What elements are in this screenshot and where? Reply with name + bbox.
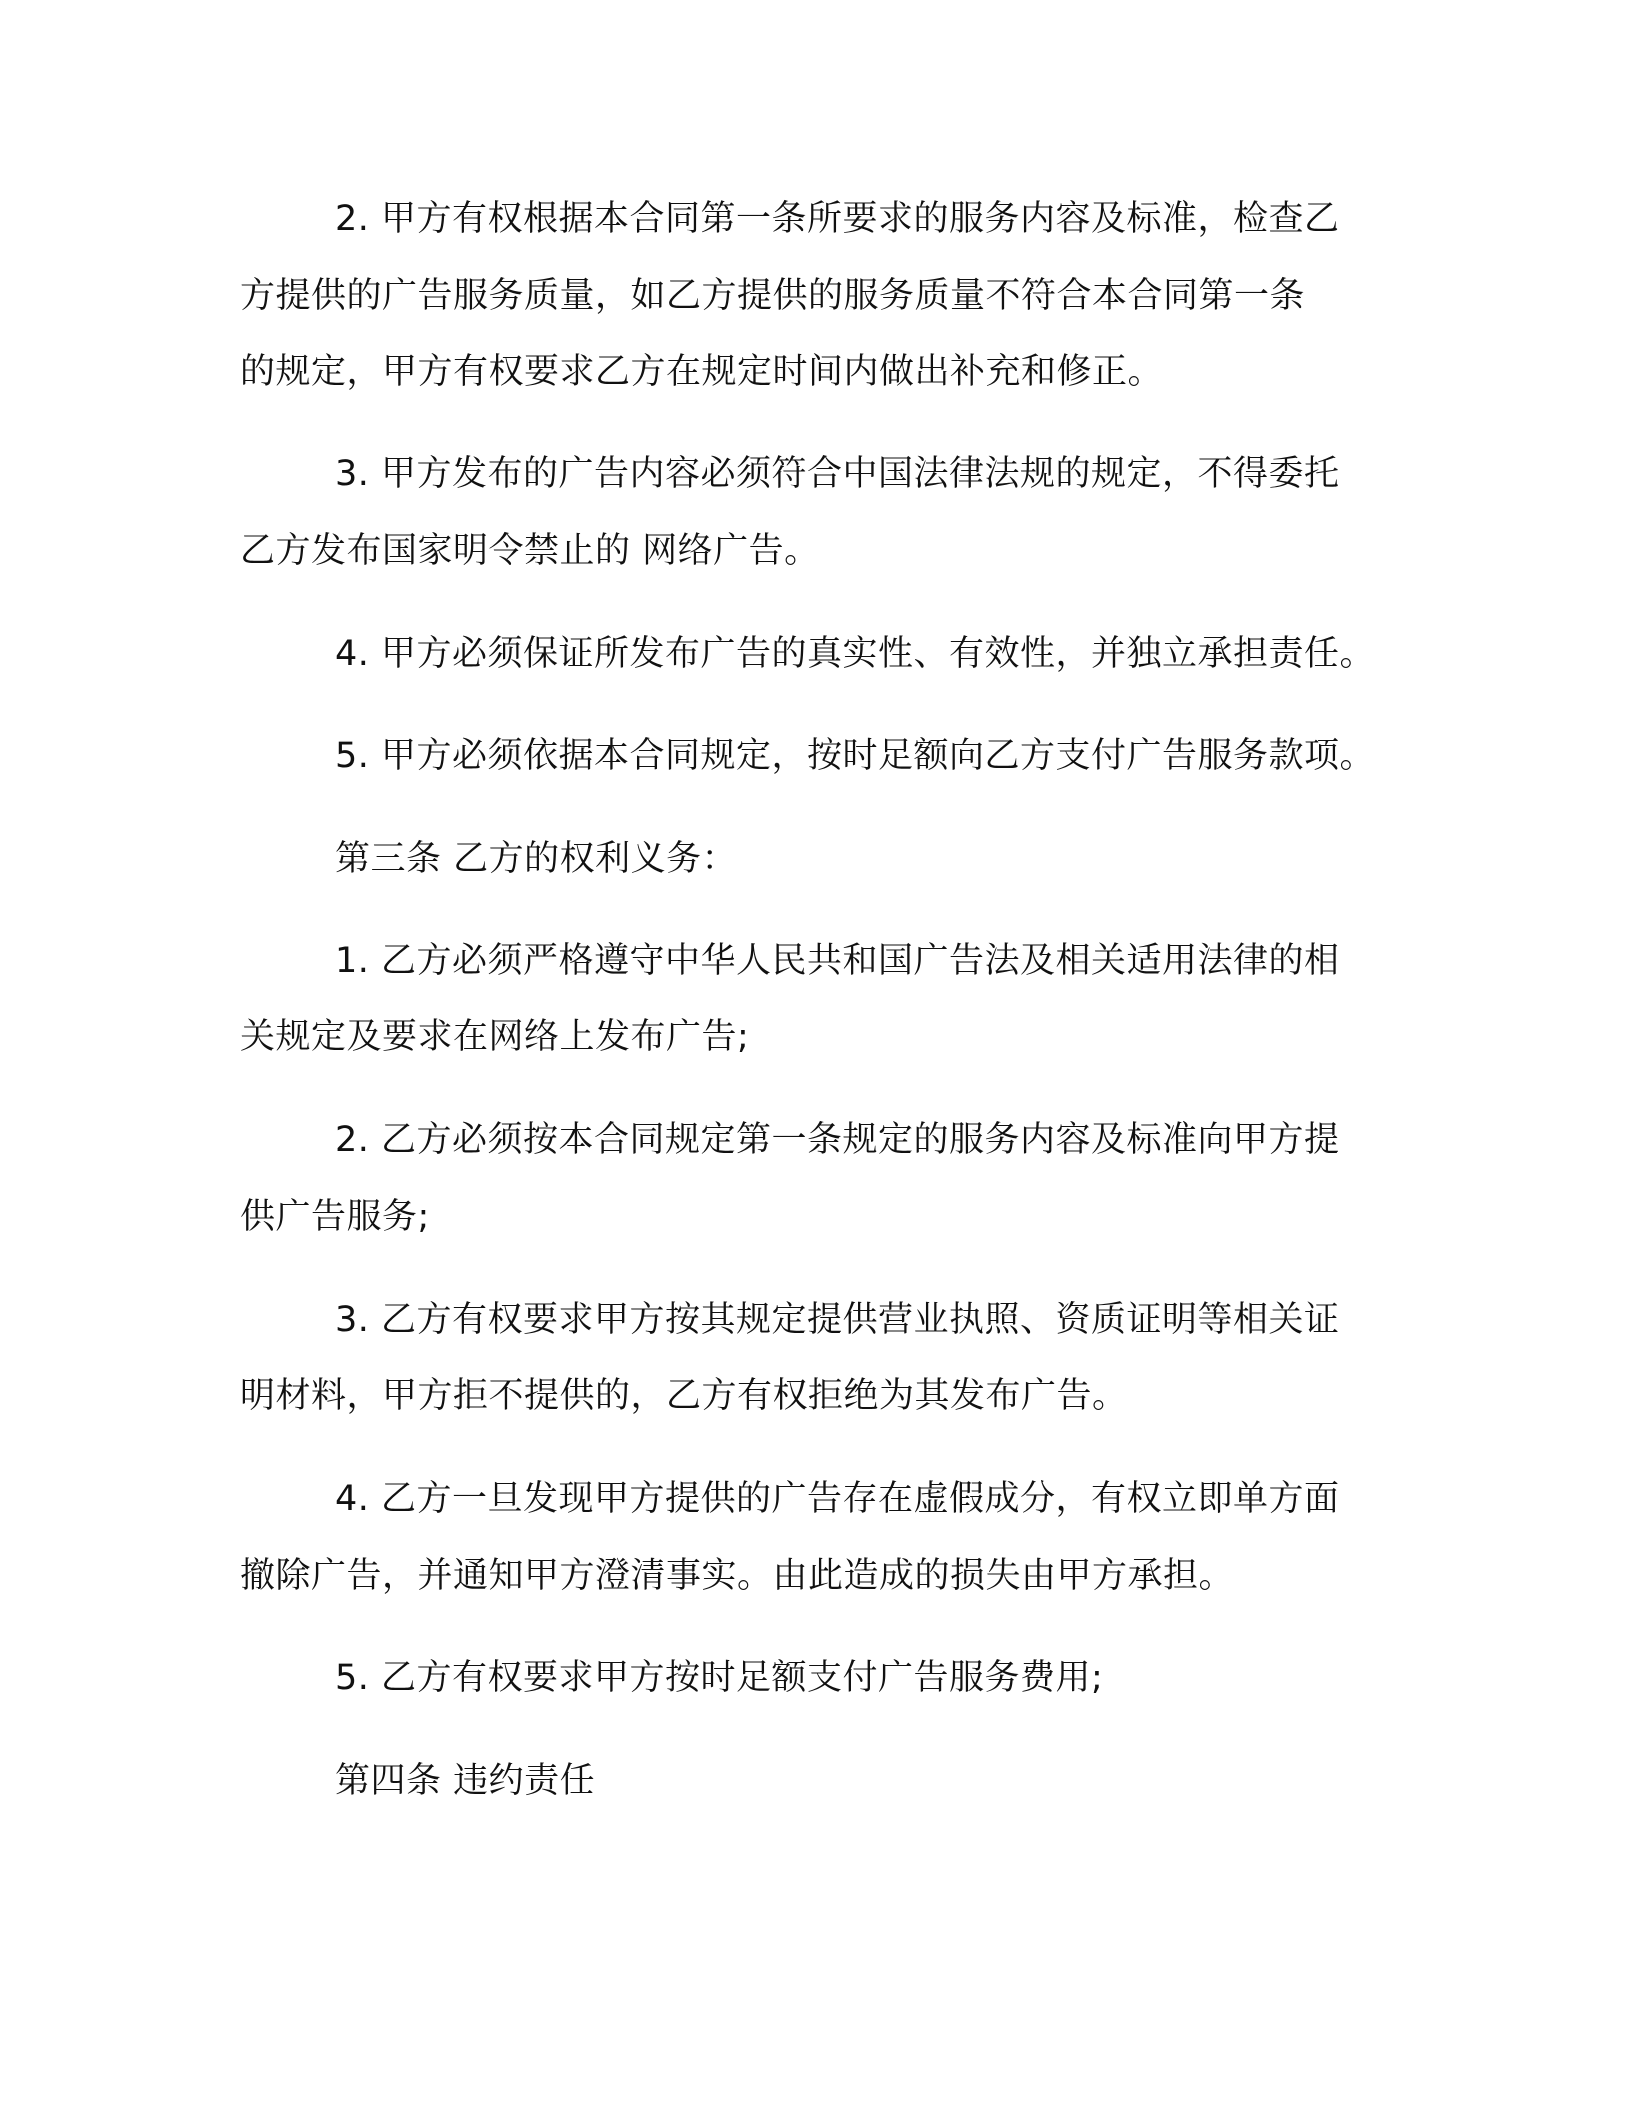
clause-3-4-line-1: 4. 乙方一旦发现甲方提供的广告存在虚假成分，有权立即单方面	[335, 1479, 1340, 1519]
clause-2-2-line-2: 方提供的广告服务质量，如乙方提供的服务质量不符合本合同第一条	[240, 276, 1306, 316]
clause-3-3-line-2: 明材料，甲方拒不提供的，乙方有权拒绝为其发布广告。	[240, 1376, 1128, 1416]
clause-3-2-line-2: 供广告服务;	[240, 1197, 430, 1237]
clause-2-5-line-1: 5. 甲方必须依据本合同规定，按时足额向乙方支付广告服务款项。	[335, 736, 1376, 776]
clause-3-3-line-1: 3. 乙方有权要求甲方按其规定提供营业执照、资质证明等相关证	[335, 1300, 1340, 1340]
clause-2-3-line-2: 乙方发布国家明令禁止的 网络广告。	[240, 531, 820, 571]
clause-2-2-line-1: 2. 甲方有权根据本合同第一条所要求的服务内容及标准，检查乙	[335, 199, 1340, 239]
clause-3-4-line-2: 撤除广告，并通知甲方澄清事实。由此造成的损失由甲方承担。	[240, 1556, 1235, 1596]
clause-2-2-line-3: 的规定，甲方有权要求乙方在规定时间内做出补充和修正。	[240, 352, 1164, 392]
clause-3-1-line-1: 1. 乙方必须严格遵守中华人民共和国广告法及相关适用法律的相	[335, 941, 1340, 981]
section-3-heading: 第三条 乙方的权利义务：	[335, 839, 738, 879]
clause-3-5-line-1: 5. 乙方有权要求甲方按时足额支付广告服务费用;	[335, 1658, 1104, 1698]
clause-3-2-line-1: 2. 乙方必须按本合同规定第一条规定的服务内容及标准向甲方提	[335, 1120, 1340, 1160]
clause-2-4-line-1: 4. 甲方必须保证所发布广告的真实性、有效性，并独立承担责任。	[335, 634, 1376, 674]
section-4-heading: 第四条 违约责任	[335, 1761, 596, 1801]
clause-3-1-line-2: 关规定及要求在网络上发布广告;	[240, 1017, 750, 1057]
clause-2-3-line-1: 3. 甲方发布的广告内容必须符合中国法律法规的规定，不得委托	[335, 454, 1340, 494]
